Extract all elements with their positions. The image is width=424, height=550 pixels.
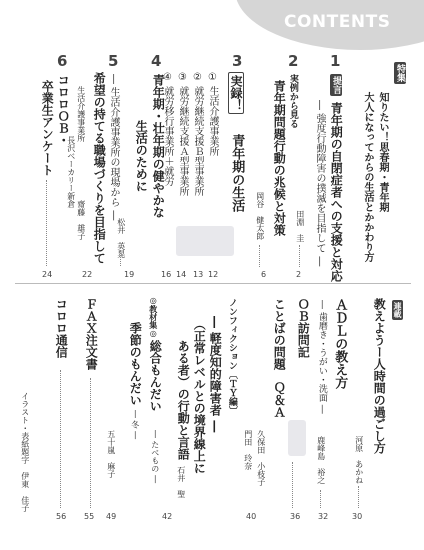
- adl-page: 32: [318, 512, 329, 521]
- kyozai-badge: ◎教材集◎: [148, 296, 158, 338]
- article-1-subtitle: ― 強度行動障害の撲滅を目指して ―: [314, 100, 325, 267]
- article-4-number: 4: [151, 52, 162, 70]
- article-3-title: 青年期の生活: [229, 134, 245, 212]
- nonfiction-line-1: ― 軽度知的障害者 ―: [208, 316, 223, 433]
- serial-page: 30: [352, 512, 363, 521]
- article-2-page: 6: [261, 270, 267, 279]
- article-6-title-1: コロロＯＢ・: [56, 74, 71, 146]
- kotoba-title: ことばの問題 Ｑ＆Ａ: [272, 298, 287, 418]
- article-2-number: 2: [288, 52, 299, 70]
- article-3-item-3: ③ 就労継続支援Ａ型事業所: [177, 72, 188, 197]
- article-5-title: 希望の持てる職場づくりを目指して: [92, 72, 107, 264]
- feature-title-2: 大人になってからの生活とかかわり方: [362, 92, 373, 262]
- article-6-leader: [46, 180, 47, 266]
- article-1-badge-label: 提言: [331, 76, 341, 94]
- article-4-leader: [120, 250, 121, 266]
- serial-title: 教えようー人時間の過ごし方: [372, 298, 387, 454]
- ob-leader: [292, 462, 293, 508]
- tsushin-page: 56: [56, 512, 67, 521]
- tsushin-leader: [60, 370, 61, 508]
- page-title: CONTENTS: [284, 12, 391, 32]
- feature-badge-label: 特集: [395, 64, 405, 82]
- article-2-leader: [259, 245, 260, 267]
- article-5-affiliation-1: 生活介護事業所: [76, 86, 86, 142]
- serial-badge-label: 連載: [393, 302, 402, 318]
- article-5-number: 5: [108, 52, 119, 70]
- ob-page: 36: [290, 512, 301, 521]
- adl-author: 鹿峰島 裕之: [316, 436, 326, 484]
- article-3-number: 3: [232, 52, 243, 70]
- nonfiction-author: 石井 聖: [176, 466, 186, 498]
- tsushin-title: コロロ通信: [54, 298, 69, 358]
- kyozai-author: 五十嵐 麻子: [106, 430, 116, 478]
- article-2-title-2: 青年期問題行動の兆候と対策: [272, 80, 287, 236]
- illustrator-credit: イラスト・表紙題字 伊東 佳子: [20, 392, 30, 512]
- serial-author: 河原 あかね: [354, 436, 364, 484]
- article-4-page: 19: [124, 270, 135, 279]
- article-5-page: 22: [82, 270, 93, 279]
- kotoba-author-2: 門田 玲奈: [243, 430, 253, 470]
- ob-title: ＯＢ訪問記: [296, 298, 311, 358]
- blurred-area-2: [288, 420, 306, 456]
- nonfiction-line-3: ある者）の行動と言語: [176, 340, 191, 460]
- article-5-author: 齋藤 雄子: [76, 200, 86, 240]
- fax-title: ＦＡＸ注文書: [84, 298, 99, 370]
- article-3-item-1: ① 生活介護事業所: [207, 72, 218, 157]
- article-3-page-1: 16: [161, 270, 172, 279]
- kyozai-title-2-sub: ― 冬 ―: [130, 410, 140, 440]
- article-1-page: 2: [296, 270, 302, 279]
- article-1-title: 青年期の自閉症者への支援と対応: [329, 102, 344, 282]
- kotoba-author-1: 久保田 小枝子: [256, 430, 266, 486]
- kyozai-title-2: 季節のもんだい: [128, 322, 143, 406]
- serial-badge: [392, 300, 403, 320]
- section-divider: [15, 283, 411, 284]
- feature-title-1: 知りたい！思春期・青年期: [377, 92, 388, 212]
- article-3-badge: [228, 72, 245, 114]
- article-4-title-1: 青年期・壮年期の健やかな: [151, 74, 166, 218]
- article-6-page: 24: [42, 270, 53, 279]
- kyozai-title-1: 総合もんだい: [148, 340, 163, 412]
- blurred-area: [176, 226, 234, 256]
- article-3-item-2: ② 就労継続支援Ｂ型事業所: [192, 72, 203, 197]
- article-5-subtitle: ― 生活介護事業所の現場から ―: [108, 74, 119, 221]
- article-6-title-2: 卒業生アンケート: [40, 80, 55, 176]
- kyozai-title-1-sub: ― たべもの ―: [150, 430, 160, 484]
- article-3-page-3: 13: [193, 270, 204, 279]
- article-1-badge: [330, 74, 343, 96]
- kotoba-page: 40: [246, 512, 257, 521]
- fax-page: 55: [84, 512, 95, 521]
- article-1-leader: [299, 245, 300, 267]
- serial-leader: [358, 486, 359, 508]
- feature-badge: [394, 62, 407, 84]
- article-2-author: 岡谷 健太郎: [255, 192, 265, 240]
- adl-leader: [320, 490, 321, 508]
- article-5-affiliation-2: 長沢ベーカリー新倉: [66, 136, 76, 208]
- article-4-title-2: 生活のために: [134, 120, 149, 192]
- nonfiction-line-2: （正常レベルとの境界線上に: [192, 318, 207, 474]
- nonfiction-label: ノンフィクション〔ＴＹ編〕: [226, 298, 237, 415]
- fax-leader: [90, 378, 91, 508]
- article-3-page-4: 12: [208, 270, 219, 279]
- article-6-number: 6: [57, 52, 68, 70]
- kyozai-page: 49: [106, 512, 117, 521]
- adl-subtitle: ― 歯磨き・うがい・洗面 ―: [316, 300, 327, 414]
- article-1-number: 1: [330, 52, 341, 70]
- nonfiction-page: 42: [162, 512, 173, 521]
- article-2-title-1: 実例から見る: [287, 74, 298, 128]
- article-3-badge-label: 実録！: [228, 72, 244, 114]
- article-4-author: 松井 英晃: [116, 218, 126, 258]
- article-1-author: 田淵 圭: [295, 210, 305, 242]
- article-3-item-4: ④ 就労移行事業所＋就労: [162, 72, 173, 187]
- adl-title: ＡＤＬの教え方: [332, 298, 348, 389]
- article-3-page-2: 14: [176, 270, 187, 279]
